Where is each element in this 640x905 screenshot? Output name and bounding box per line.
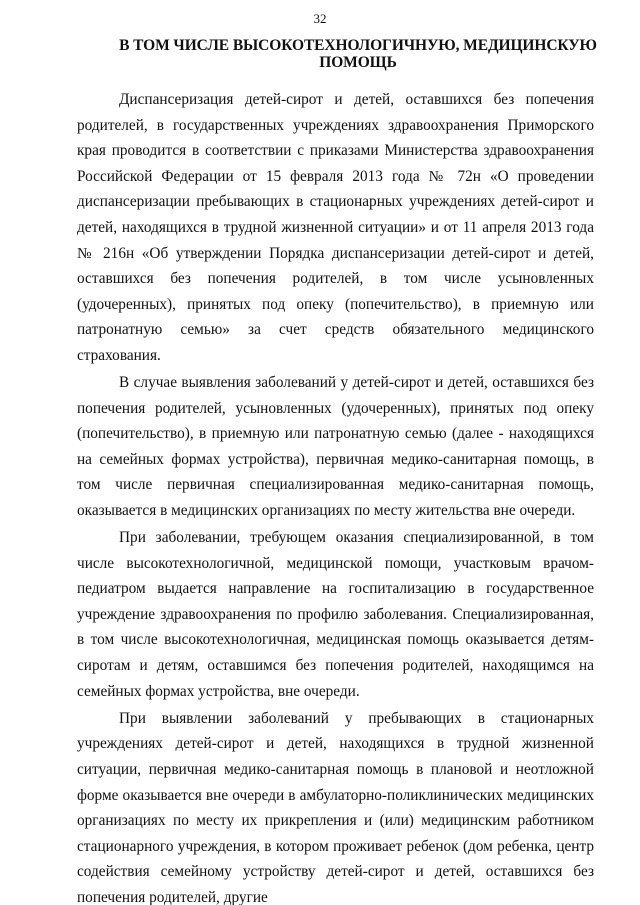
section-heading: В ТОМ ЧИСЛЕ ВЫСОКОТЕХНОЛОГИЧНУЮ, МЕДИЦИНСКУЮ ПОМОЩЬ <box>119 37 597 71</box>
paragraph: При выявлении заболеваний у пребывающих в стационарных учреждениях детей-сирот и детей, находящихся в трудной жизненной ситуации, первичная медико-санитарная помощь в плановой и неотложной форме оказывается вне очереди в амбулаторно-поликлинических медицинских организациях по месту их прикрепления и (или) медицинским работником стационарного учреждения, в котором проживает ребенок (дом ребенка, центр содействия семейному устройству детей-сирот и детей, оставшихся без попечения родителей, другие <box>77 709 594 905</box>
paragraph: В случае выявления заболеваний у детей-сирот и детей, оставшихся без попечения родителей, усыновленных (удочеренных), принятых под опеку (попечительство), в приемную или патронатную семью (далее - находящихся на семейных формах устройства), первичная медико-санитарная помощь, в том числе первичная специализированная медико-санитарная помощь, оказывается в медицинских организациях по месту жительства вне очереди. <box>77 374 594 519</box>
paragraph: При заболевании, требующем оказания специализированной, в том числе высокотехнологичной, медицинской помощи, участковым врачом-педиатром выдается направление на госпитализацию в государственное учреждение здравоохранения по профилю заболевания. Специализированная, в том числе высокотехнологичная, медицинская помощь оказывается детям-сиротам и детям, оставшимся без попечения родителей, находящимся на семейных формах устройства, вне очереди. <box>77 529 594 700</box>
body-text <box>77 87 594 905</box>
paragraph: Диспансеризация детей-сирот и детей, оставшихся без попечения родителей, в государственных учреждениях здравоохранения Приморского края проводится в соответствии с приказами Министерства здравоохранения Российской Федерации от 15 февраля 2013 года № 72н «О проведении диспансеризации пребывающих в стационарных учреждениях детей-сирот и детей, находящихся в трудной жизненной ситуации» и от 11 апреля 2013 года № 216н «Об утверждении Порядка диспансеризации детей-сирот и детей, оставшихся без попечения родителей, в том числе усыновленных (удочеренных), принятых под опеку (попечительство), в приемную или патронатную семью» за счет средств обязательного медицинского страхования. <box>77 91 594 364</box>
page-number: 32 <box>313 11 327 26</box>
